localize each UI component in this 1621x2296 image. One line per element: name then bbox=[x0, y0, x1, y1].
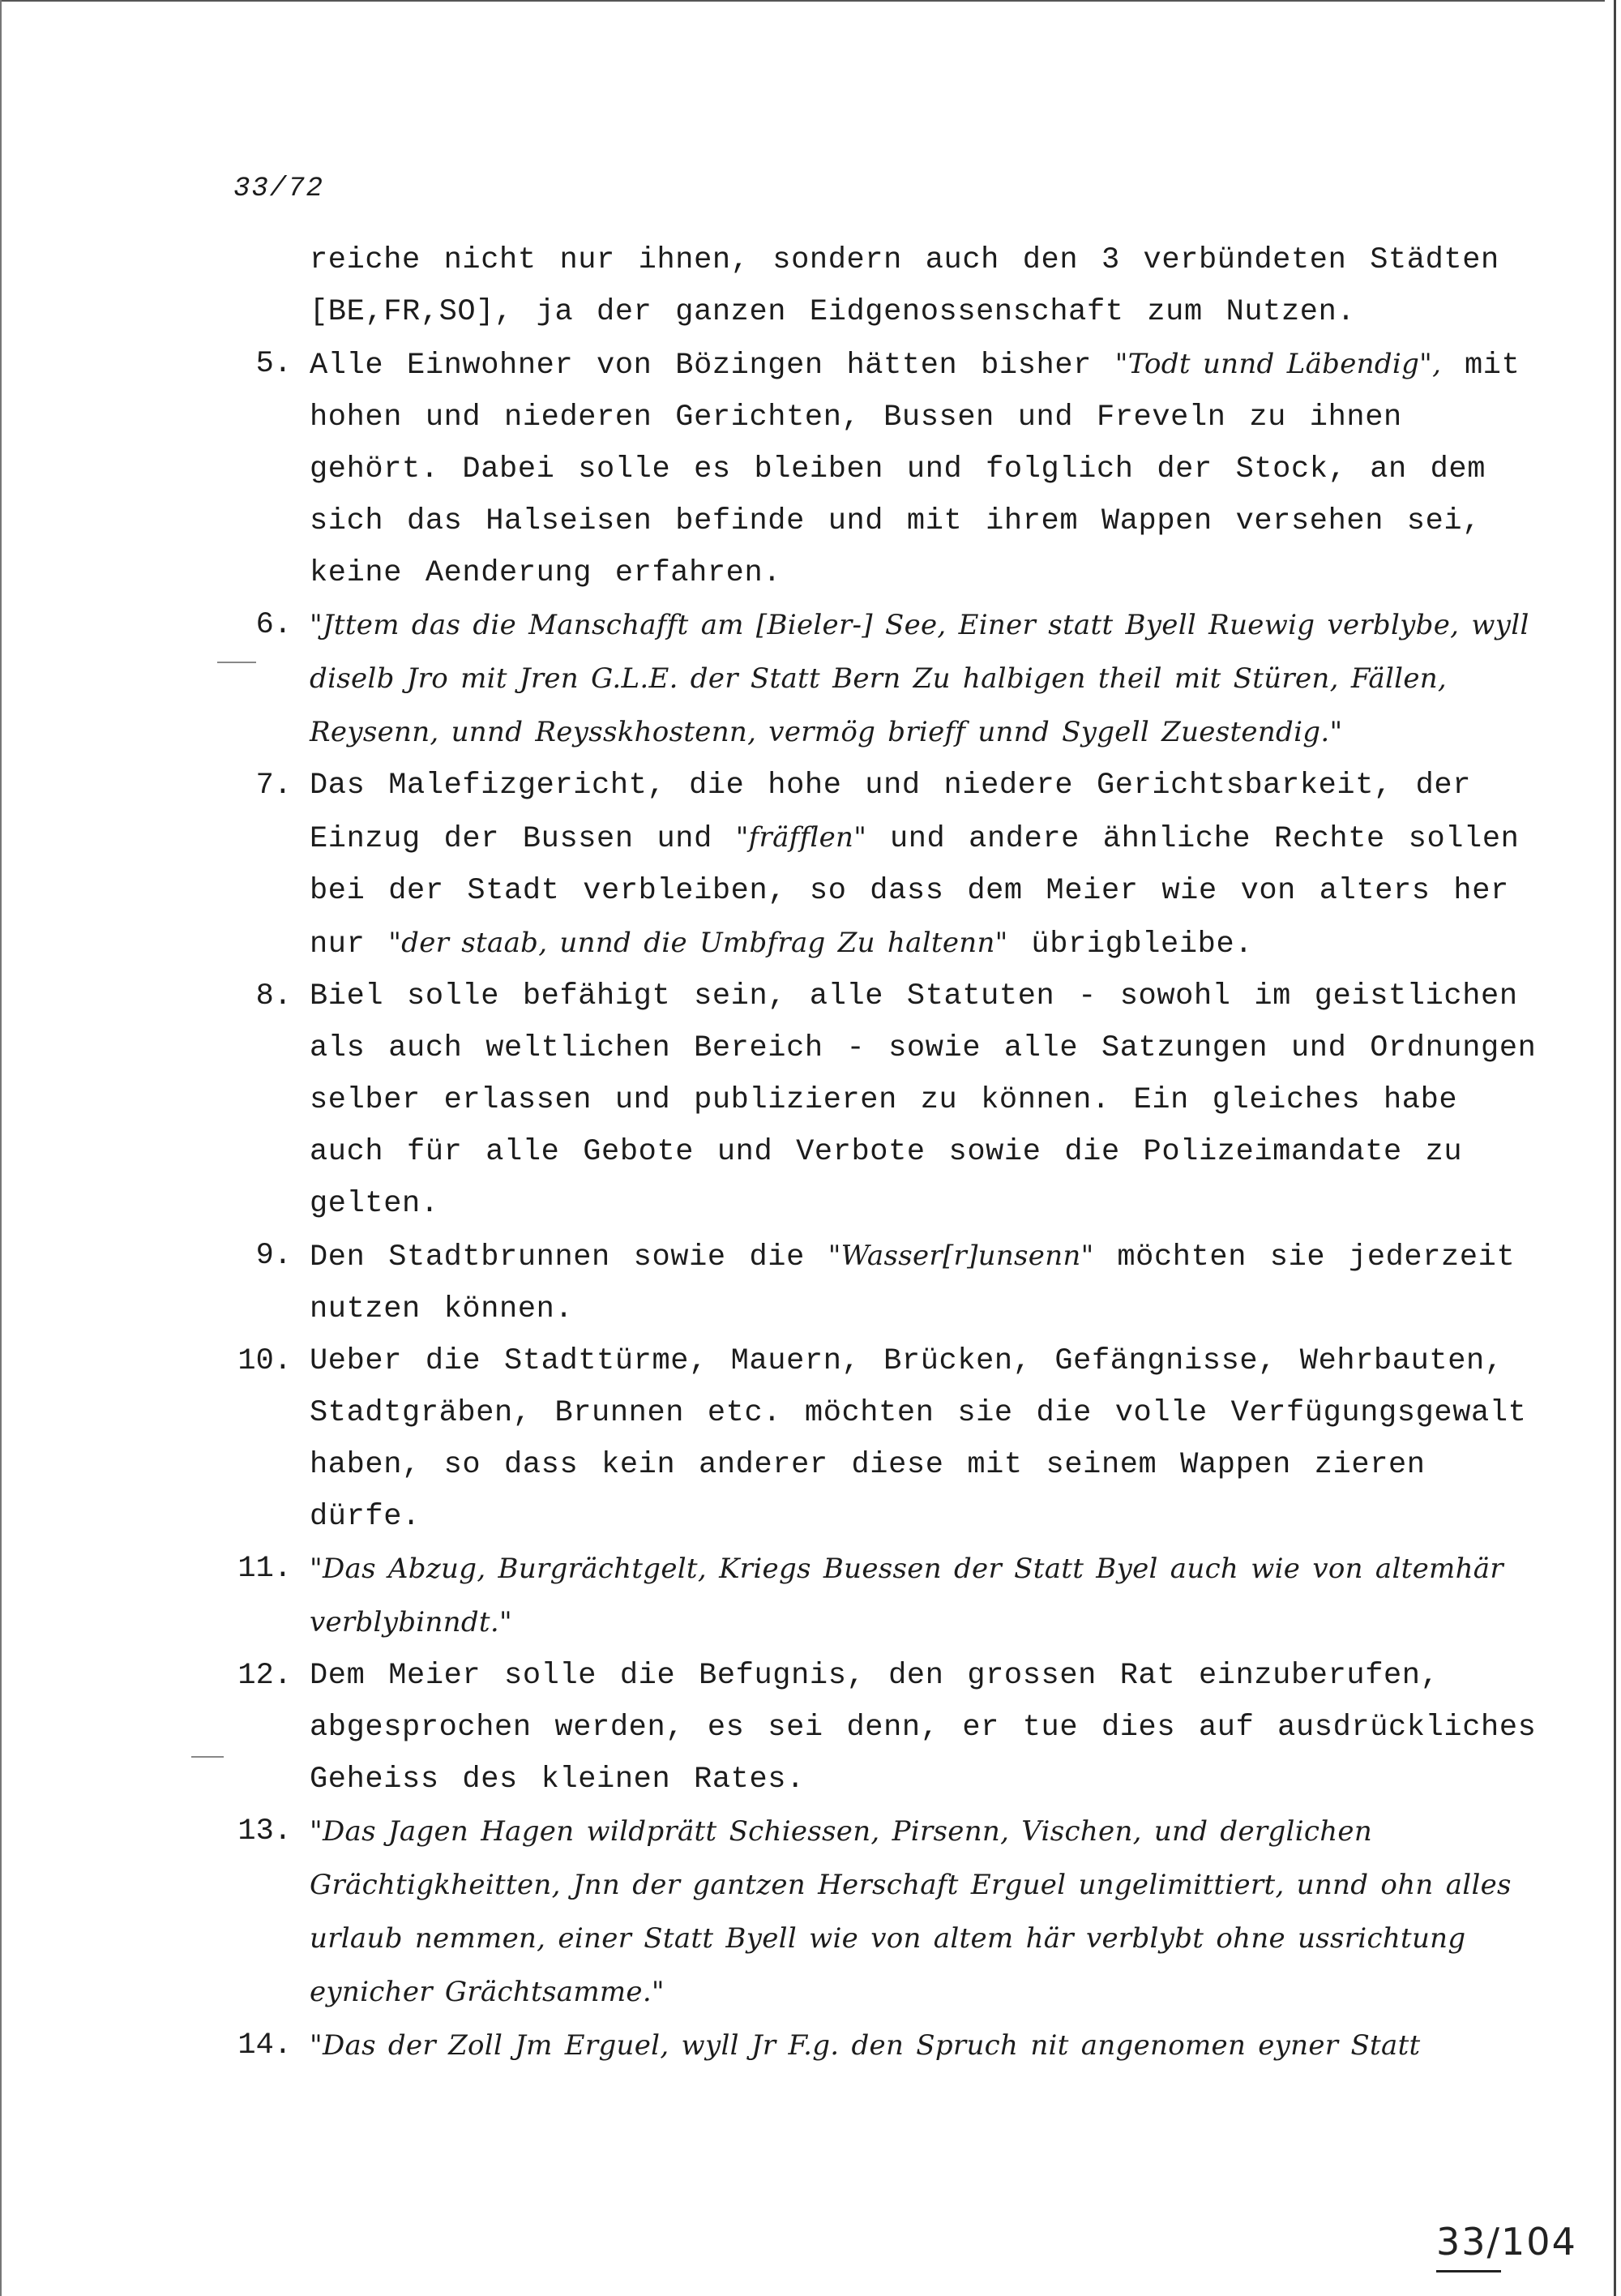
list-item bbox=[212, 1806, 1542, 2020]
item-number: 10. bbox=[237, 1344, 292, 1378]
document-body bbox=[212, 234, 1542, 2073]
list-item bbox=[212, 234, 1542, 338]
item-number: 5. bbox=[255, 347, 292, 381]
item-text bbox=[310, 970, 1542, 1230]
archive-stamp-number: 33/104 bbox=[1436, 2220, 1577, 2264]
quoted-source-text: "Todt unnd Läbendig", bbox=[1114, 348, 1442, 380]
body-text: Alle Einwohner von Bözingen hätten bisher bbox=[310, 349, 1115, 383]
item-number: 12. bbox=[237, 1659, 292, 1693]
body-text: Biel solle befähigt sein, alle Statuten - sowohl im geistlichen als auch weltlichen Bereich - sowie alle Satzungen und Ordnungen selber erlassen und publizieren zu können. Ein gleiches habe auch für alle Gebote und Verbote sowie die Polizeimandate zu gelten. bbox=[310, 979, 1537, 1221]
page-left-edge bbox=[0, 0, 2, 2296]
item-number: 7. bbox=[255, 769, 292, 803]
item-number: 11. bbox=[237, 1552, 292, 1586]
body-text: und andere ähnliche Rechte sollen bei der Stadt verbleiben, so dass dem Meier wie von alters her nur bbox=[310, 822, 1520, 962]
list-item bbox=[212, 1543, 1542, 1650]
page-number: 33/72 bbox=[233, 173, 325, 204]
list-item bbox=[212, 760, 1542, 970]
body-text: reiche nicht nur ihnen, sondern auch den 3 verbündeten Städten [BE,FR,SO], ja der ganzen Eidgenossenschaft zum Nutzen. bbox=[310, 243, 1499, 329]
list-item bbox=[212, 1650, 1542, 1806]
list-item bbox=[212, 970, 1542, 1230]
item-text bbox=[310, 1650, 1542, 1806]
stamp-underline bbox=[1436, 2270, 1501, 2272]
list-item bbox=[212, 1335, 1542, 1543]
quoted-source-text: "fräfflen" bbox=[735, 821, 867, 854]
list-item bbox=[212, 599, 1542, 760]
body-text: Das Malefizgericht, die hohe und niedere Gerichtsbarkeit, der Einzug der Bussen und bbox=[310, 769, 1472, 856]
item-text bbox=[310, 1230, 1542, 1335]
list-item bbox=[212, 1230, 1542, 1335]
item-number: 9. bbox=[255, 1239, 292, 1273]
page-top-edge bbox=[0, 0, 1605, 2]
item-number: 6. bbox=[255, 608, 292, 642]
item-text bbox=[310, 1543, 1542, 1650]
item-number: 14. bbox=[237, 2028, 292, 2063]
body-text: übrigbleibe. bbox=[1007, 927, 1254, 962]
item-text bbox=[310, 760, 1542, 970]
quoted-source-text: "Wasser[r]unsenn" bbox=[828, 1240, 1094, 1272]
body-text: Dem Meier solle die Befugnis, den grossen Rat einzuberufen, abgesprochen werden, es sei denn, er tue dies auf ausdrückliches Geheiss des kleinen Rates. bbox=[310, 1659, 1537, 1797]
quoted-source-text: "Jttem das die Manschafft am [Bieler-] See, Einer statt Byell Ruewig verblybe, wyll diselb Jro mit Jren G.L.E. der Statt Bern Zu halbigen theil mit Stüren, Fällen, Reysenn, unnd Reysskhostenn, vermög brieff unnd Sygell Zuestendig." bbox=[310, 609, 1529, 748]
item-text bbox=[310, 338, 1542, 599]
quoted-source-text: "Das Jagen Hagen wildprätt Schiessen, Pirsenn, Vischen, und derglichen Grächtigkheitten, Jnn der gantzen Herschaft Erguel ungelimittiert, unnd ohn alles urlaub nemmen, einer Statt Byell wie von altem här verblybt ohne ussrichtung eynicher Grächtsamme." bbox=[310, 1815, 1512, 2008]
body-text: möchten sie jederzeit nutzen können. bbox=[310, 1240, 1516, 1326]
quoted-source-text: "Das der Zoll Jm Erguel, wyll Jr F.g. den Spruch nit angenomen eyner Statt bbox=[310, 2029, 1421, 2062]
quoted-source-text: "Das Abzug, Burgrächtgelt, Kriegs Buessen der Statt Byel auch wie von altemhär verblybinndt." bbox=[310, 1553, 1503, 1638]
item-text bbox=[310, 599, 1542, 760]
body-text: Ueber die Stadttürme, Mauern, Brücken, Gefängnisse, Wehrbauten, Stadtgräben, Brunnen etc. möchten sie die volle Verfügungsgewalt haben, so dass kein anderer diese mit seinem Wappen zieren dürfe. bbox=[310, 1344, 1527, 1534]
quoted-source-text: "der staab, unnd die Umbfrag Zu haltenn" bbox=[388, 927, 1008, 959]
body-text: Den Stadtbrunnen sowie die bbox=[310, 1240, 828, 1274]
list-item bbox=[212, 338, 1542, 599]
item-text bbox=[310, 2020, 1542, 2073]
page-right-edge bbox=[1614, 0, 1616, 2296]
item-number: 13. bbox=[237, 1814, 292, 1848]
item-number: 8. bbox=[255, 979, 292, 1013]
body-text: mit hohen und niederen Gerichten, Bussen und Freveln zu ihnen gehört. Dabei solle es bleiben und folglich der Stock, an dem sich das Halseisen befinde und mit ihrem Wappen versehen sei, keine Aenderung erfahren. bbox=[310, 349, 1520, 590]
item-text bbox=[310, 1806, 1542, 2020]
list-item bbox=[212, 2020, 1542, 2073]
item-text bbox=[310, 234, 1542, 338]
item-text bbox=[310, 1335, 1542, 1543]
